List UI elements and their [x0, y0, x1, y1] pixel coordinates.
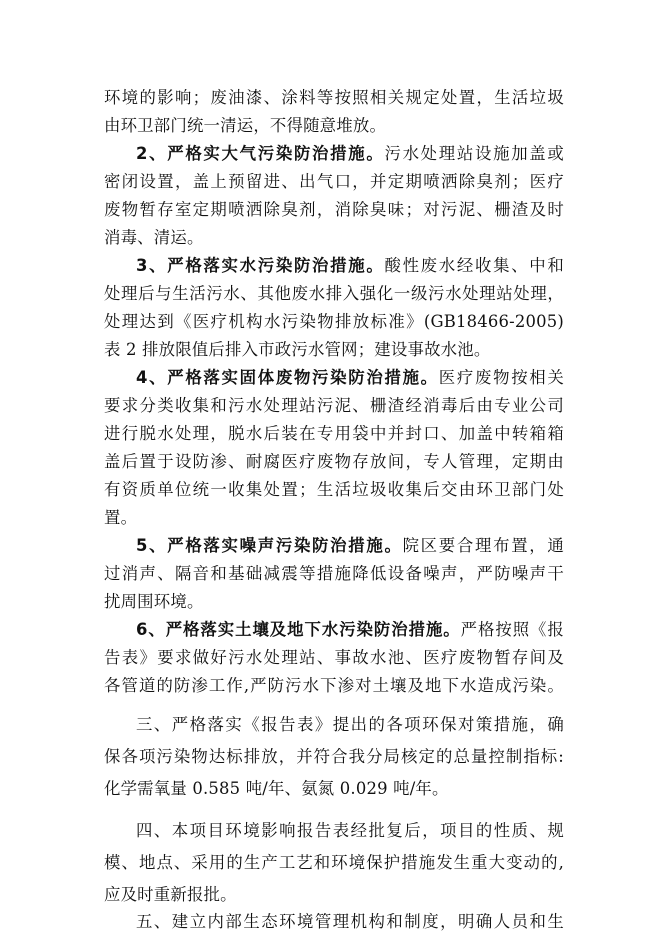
paragraph-text: 污水处理站设施加盖或 — [384, 144, 564, 163]
paragraph-first-line: 四、本项目环境影响报告表经批复后，项目的性质、规 — [136, 821, 564, 840]
paragraph-line: 处理后与生活污水、其他废水排入强化一级污水处理站处理， — [104, 284, 564, 303]
paragraph-first-line — [136, 140, 564, 168]
paragraph-line: 进行脱水处理，脱水后装在专用袋中并封口、加盖中转箱箱 — [104, 424, 564, 443]
paragraph-line: 由环卫部门统一清运，不得随意堆放。 — [104, 116, 387, 135]
paragraph-line: 表 2 排放限值后排入市政污水管网；建设事故水池。 — [104, 340, 491, 359]
paragraph-line: 要求分类收集和污水处理站污泥、栅渣经消毒后由专业公司 — [104, 396, 564, 415]
paragraph-first-line — [136, 252, 564, 280]
section-heading: 4、严格落实固体废物污染防治措施。 — [136, 368, 439, 387]
section-heading: 5、严格落实噪声污染防治措施。 — [136, 536, 403, 555]
paragraph-line: 应及时重新报批。 — [104, 885, 237, 904]
paragraph-line: 废物暂存室定期喷洒除臭剂，消除臭味；对污泥、栅渣及时 — [104, 200, 564, 219]
paragraph-line: 密闭设置，盖上预留进、出气口，并定期喷洒除臭剂；医疗 — [104, 172, 564, 191]
paragraph-line: 扰周围环境。 — [104, 592, 204, 611]
paragraph-text: 酸性废水经收集、中和 — [384, 256, 564, 275]
section-heading: 2、严格实大气污染防治措施。 — [136, 144, 385, 163]
paragraph-line: 环境的影响；废油漆、涂料等按照相关规定处置，生活垃圾 — [104, 88, 564, 107]
paragraph-line: 置。 — [104, 508, 138, 527]
paragraph-line: 消毒、清运。 — [104, 228, 204, 247]
paragraph-line: 告表》要求做好污水处理站、事故水池、医疗废物暂存间及 — [104, 648, 564, 667]
paragraph-line: 化学需氧量 0.585 吨/年、氨氮 0.029 吨/年。 — [104, 779, 449, 798]
paragraph-line: 各管道的防渗工作,严防污水下渗对土壤及地下水造成污染。 — [104, 676, 564, 695]
paragraph-first-line — [136, 616, 564, 644]
paragraph-text: 院区要合理布置，通 — [402, 536, 564, 555]
paragraph-text: 严格按照《报 — [460, 620, 564, 639]
paragraph-first-line: 三、严格落实《报告表》提出的各项环保对策措施，确 — [136, 715, 564, 734]
paragraph-line: 过消声、隔音和基础减震等措施降低设备噪声，严防噪声干 — [104, 564, 564, 583]
paragraph-line: 有资质单位统一收集处置；生活垃圾收集后交由环卫部门处 — [104, 480, 564, 499]
paragraph-line: 处理达到《医疗机构水污染物排放标准》(GB18466-2005) — [104, 312, 564, 331]
paragraph-line: 盖后置于设防渗、耐腐医疗废物存放间，专人管理，定期由 — [104, 452, 564, 471]
section-heading: 3、严格落实水污染防治措施。 — [136, 256, 385, 275]
paragraph-text: 医疗废物按相关 — [438, 368, 564, 387]
paragraph-first-line: 五、建立内部生态环境管理机构和制度，明确人员和生 — [136, 912, 564, 931]
section-heading: 6、严格落实土壤及地下水污染防治措施。 — [136, 620, 461, 639]
paragraph-first-line — [136, 364, 564, 392]
paragraph-line: 模、地点、采用的生产工艺和环境保护措施发生重大变动的, — [104, 853, 564, 872]
paragraph-first-line — [136, 532, 564, 560]
paragraph-line: 保各项污染物达标排放，并符合我分局核定的总量控制指标: — [104, 747, 564, 766]
